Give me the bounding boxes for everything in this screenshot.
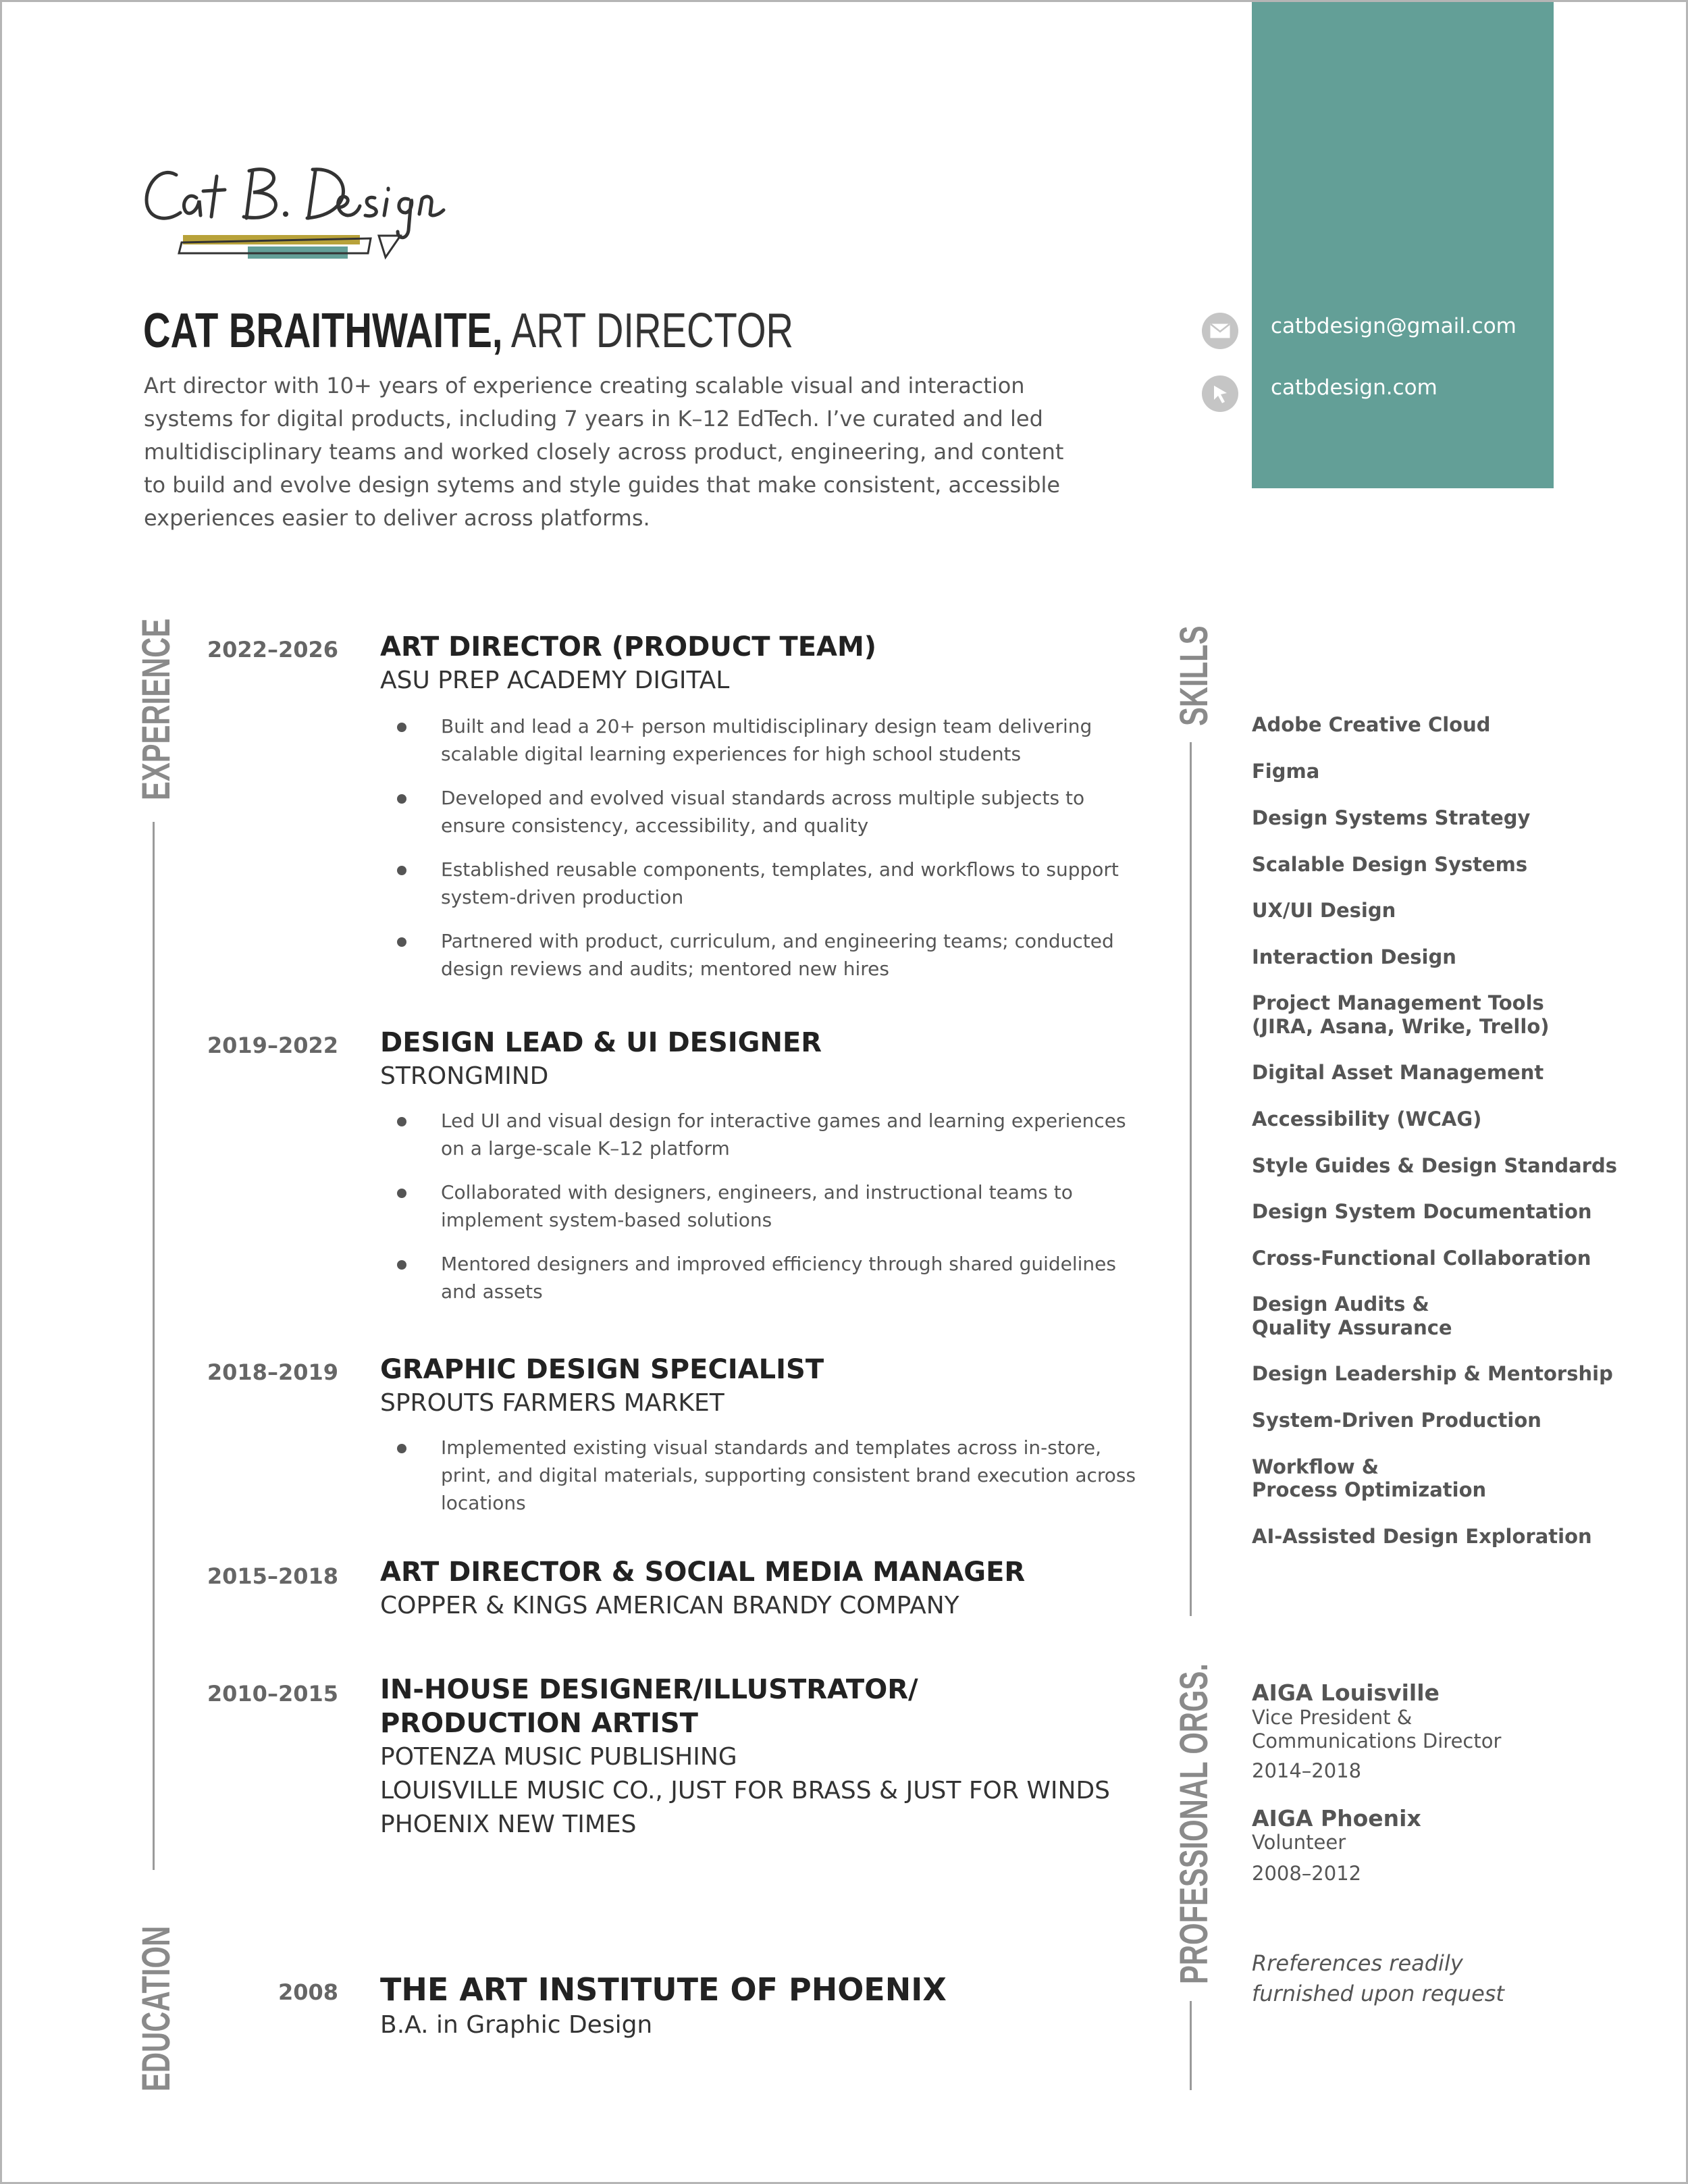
skill-item: Design System Documentation [1252,1200,1592,1223]
bullet-dot [397,866,406,875]
job-entry [205,1353,1150,1522]
skill-item: Cross-Functional Collaboration [1252,1247,1591,1270]
job-entry [205,1673,1150,1848]
skill-item: Scalable Design Systems [1252,853,1528,876]
education-degree: B.A. in Graphic Design [380,2011,653,2039]
bullet-item [441,712,1150,768]
job-title: DESIGN LEAD & UI DESIGNER [380,1027,822,1058]
envelope-icon [1202,313,1238,349]
job-years: 2010–2015 [207,1681,338,1707]
job-company: STRONGMIND [380,1062,549,1090]
bullet-dot [397,1260,406,1270]
job-years: 2019–2022 [207,1033,338,1058]
job-entry [205,1026,1150,1309]
cat-b-design-logo [141,156,452,271]
job-company: LOUISVILLE MUSIC CO., JUST FOR BRASS & JUST FOR WINDS [380,1777,1111,1804]
job-title: PRODUCTION ARTIST [380,1708,698,1739]
org-years: 2008–2012 [1252,1862,1362,1885]
summary-paragraph: Art director with 10+ years of experience creating scalable visual and interaction systems for digital products, including 7 years in K–12 EdTech. I’ve curated and led multidisciplinary teams and worked closely across product, engineering, and content to build and evolve design sytems and style guides that make consistent, accessible experiences easier to deliver across platforms. [144,373,1064,531]
job-company: COPPER & KINGS AMERICAN BRANDY COMPANY [380,1592,959,1619]
experience-heading: EXPERIENCE [134,618,178,800]
education-year: 2008 [278,1979,338,2005]
bullet-dot [397,1117,406,1126]
skill-item: Accessibility (WCAG) [1252,1108,1482,1130]
job-bullets [441,712,1150,999]
bullet-dot [397,1444,406,1453]
skills-heading: SKILLS [1172,625,1216,726]
job-title: GRAPHIC DESIGN SPECIALIST [380,1354,824,1385]
skill-item: Process Optimization [1252,1478,1487,1501]
job-title: ART DIRECTOR & SOCIAL MEDIA MANAGER [380,1557,1026,1588]
bullet-item [441,856,1150,911]
bullet-dot [397,794,406,804]
skill-item: Interaction Design [1252,945,1456,968]
skill-item: Design Systems Strategy [1252,806,1531,829]
org-role: Volunteer [1252,1831,1346,1854]
job-years: 2022–2026 [207,637,338,662]
bullet-text: Developed and evolved visual standards across multiple subjects to ensure consistency, accessibility, and quality [441,787,1085,837]
bullet-item [441,784,1150,839]
bullet-item [441,1434,1150,1517]
skill-item: Quality Assurance [1252,1316,1452,1339]
skill-item: (JIRA, Asana, Wrike, Trello) [1252,1015,1550,1038]
job-entry [205,1555,1150,1630]
website-link[interactable]: catbdesign.com [1271,375,1438,400]
page-title [143,303,793,359]
job-bullets [441,1107,1150,1322]
org-years: 2014–2018 [1252,1759,1362,1782]
bullet-text: Collaborated with designers, engineers, and instructional teams to implement system-based solutions [441,1181,1073,1231]
job-title: ART DIRECTOR (PRODUCT TEAM) [380,631,877,662]
bullet-item [441,927,1150,983]
bullet-text: Established reusable components, templates, and workflows to support system-driven production [441,858,1119,908]
bullet-dot [397,723,406,732]
orgs-rule [1190,2001,1192,2090]
bullet-text: Mentored designers and improved efficiency through shared guidelines and assets [441,1253,1116,1303]
bullet-text: Built and lead a 20+ person multidisciplinary design team delivering scalable digital learning experiences for high school students [441,715,1092,765]
references-note: Rreferences readily furnished upon request [1252,1950,1504,2006]
skill-item: AI-Assisted Design Exploration [1252,1525,1592,1548]
email-link[interactable]: catbdesign@gmail.com [1271,314,1516,338]
org-role: Vice President & [1252,1706,1413,1729]
website-row [1202,375,1238,413]
name-text: CAT BRAITHWAITE, [143,304,503,358]
skill-item: Design Leadership & Mentorship [1252,1362,1613,1385]
skill-item: Adobe Creative Cloud [1252,713,1491,736]
job-title: IN-HOUSE DESIGNER/ILLUSTRATOR/ [380,1674,918,1705]
job-company: SPROUTS FARMERS MARKET [380,1389,724,1417]
skill-item: Workflow & [1252,1455,1379,1478]
job-years: 2018–2019 [207,1359,338,1385]
job-bullets [441,1434,1150,1533]
professional-orgs-heading: PROFESSIONAL ORGS. [1172,1663,1216,1984]
bullet-item [441,1107,1150,1162]
bullet-item [441,1178,1150,1234]
skills-rule [1190,742,1192,1616]
job-company: POTENZA MUSIC PUBLISHING [380,1743,737,1771]
cursor-icon [1202,375,1238,412]
org-name: AIGA Louisville [1252,1680,1440,1706]
education-heading: EDUCATION [134,1925,178,2091]
skill-item: Style Guides & Design Standards [1252,1154,1617,1177]
job-entry [205,630,1150,981]
bullet-dot [397,937,406,947]
experience-rule [153,822,155,1870]
skill-item: Digital Asset Management [1252,1061,1544,1084]
skill-item: Project Management Tools [1252,991,1544,1014]
job-company: PHOENIX NEW TIMES [380,1811,637,1838]
org-name: AIGA Phoenix [1252,1805,1421,1831]
contact-panel [1252,2,1554,488]
job-title-text: ART DIRECTOR [502,304,794,358]
education-school: THE ART INSTITUTE OF PHOENIX [380,1971,947,2008]
skill-item: UX/UI Design [1252,899,1396,922]
skill-item: System-Driven Production [1252,1409,1541,1432]
email-row [1202,312,1238,350]
org-role: Communications Director [1252,1730,1502,1752]
skill-item: Design Audits & [1252,1293,1429,1316]
job-years: 2015–2018 [207,1563,338,1589]
bullet-text: Implemented existing visual standards and templates across in-store, print, and digital materials, supporting consistent brand execution across locations [441,1436,1136,1514]
bullet-item [441,1250,1150,1305]
bullet-text: Partnered with product, curriculum, and engineering teams; conducted design reviews and audits; mentored new hires [441,930,1114,980]
bullet-dot [397,1189,406,1198]
bullet-text: Led UI and visual design for interactive games and learning experiences on a large-scale K–12 platform [441,1110,1126,1160]
skill-item: Figma [1252,760,1320,783]
job-company: ASU PREP ACADEMY DIGITAL [380,667,730,694]
